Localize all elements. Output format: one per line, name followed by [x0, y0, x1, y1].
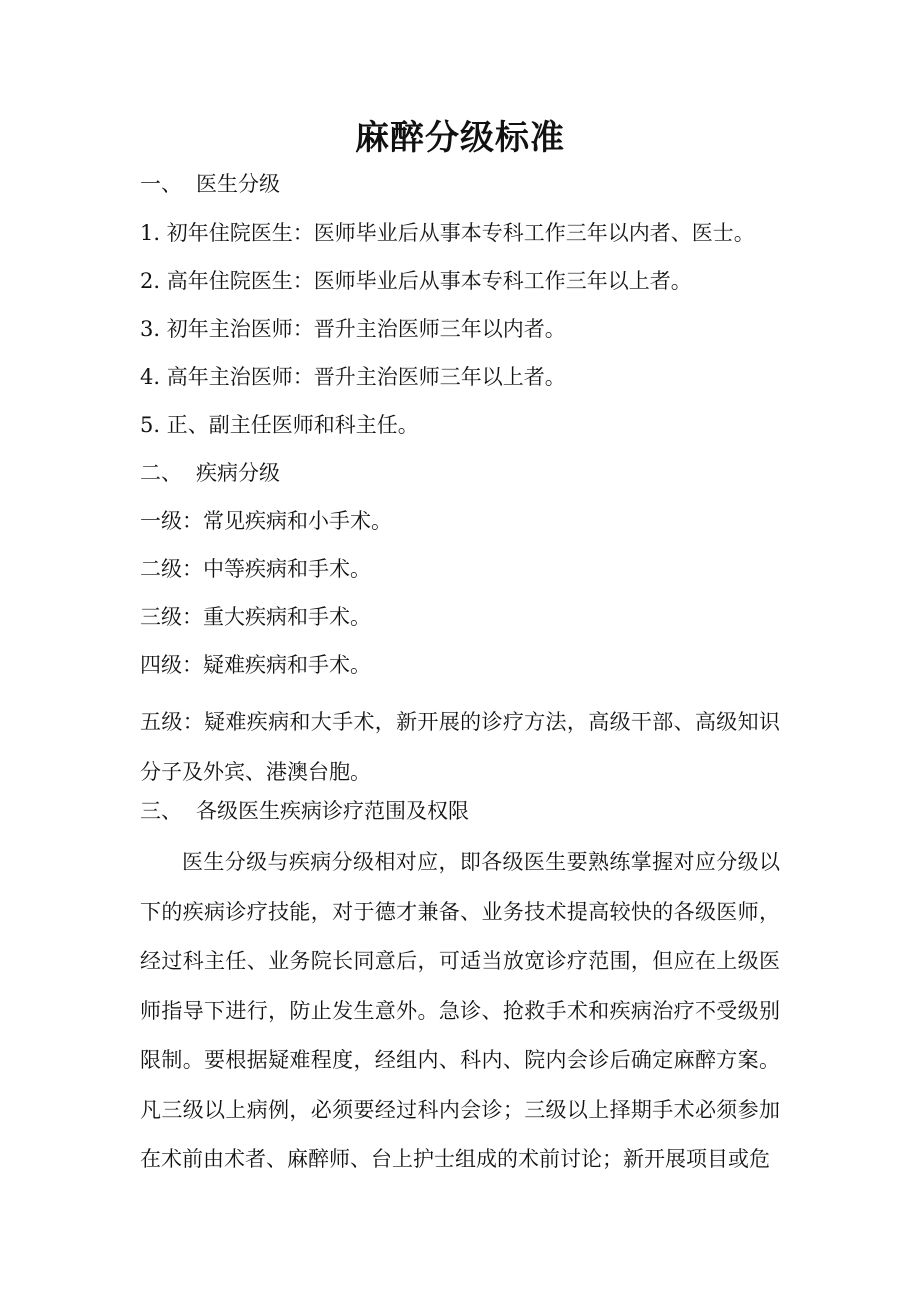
section-number: 三、 — [140, 799, 182, 823]
list-item: 五级：疑难疾病和大手术，新开展的诊疗方法，高级干部、高级知识分子及外宾、港澳台胞。 — [140, 710, 780, 784]
list-item: 3. 初年主治医师：晋升主治医师三年以内者。 — [140, 317, 566, 341]
list-item: 2. 高年住院医生：医师毕业后从事本专科工作三年以上者。 — [140, 269, 692, 293]
list-item: 一级：常见疾病和小手术。 — [140, 509, 392, 533]
section-number: 二、 — [140, 461, 182, 485]
list-item: 三级：重大疾病和手术。 — [140, 605, 371, 629]
list-item: 4. 高年主治医师：晋升主治医师三年以上者。 — [140, 365, 566, 389]
section-number: 一、 — [140, 172, 182, 196]
list-item: 四级：疑难疾病和手术。 — [140, 653, 371, 677]
list-item: 二级：中等疾病和手术。 — [140, 557, 371, 581]
document-title: 麻醉分级标准 — [355, 118, 565, 158]
list-item: 5. 正、副主任医师和科主任。 — [140, 413, 419, 437]
section-heading-doctor-grades — [140, 168, 800, 200]
list-item: 1. 初年住院医生：医师毕业后从事本专科工作三年以内者、医士。 — [140, 221, 755, 245]
section-heading-text: 疾病分级 — [196, 461, 280, 485]
section-heading-diagnosis-scope — [140, 795, 800, 827]
section-heading-disease-grades — [140, 457, 800, 489]
body-paragraph: 医生分级与疾病分级相对应，即各级医生要熟练掌握对应分级以下的疾病诊疗技能，对于德才兼备、业务技术提高较快的各级医师，经过科主任、业务院长同意后，可适当放宽诊疗范围，但应在上级医师指导下进行，防止发生意外。急诊、抢救手术和疾病治疗不受级别限制。要根据疑难程度，经组内、科内、院内会诊后确定麻醉方案。凡三级以上病例，必须要经过科内会诊；三级以上择期手术必须参加在术前由术者、麻醉师、台上护士组成的术前讨论；新开展项目或危 — [140, 850, 780, 1171]
section-heading-text: 医生分级 — [196, 172, 280, 196]
section-heading-text: 各级医生疾病诊疗范围及权限 — [196, 799, 469, 823]
